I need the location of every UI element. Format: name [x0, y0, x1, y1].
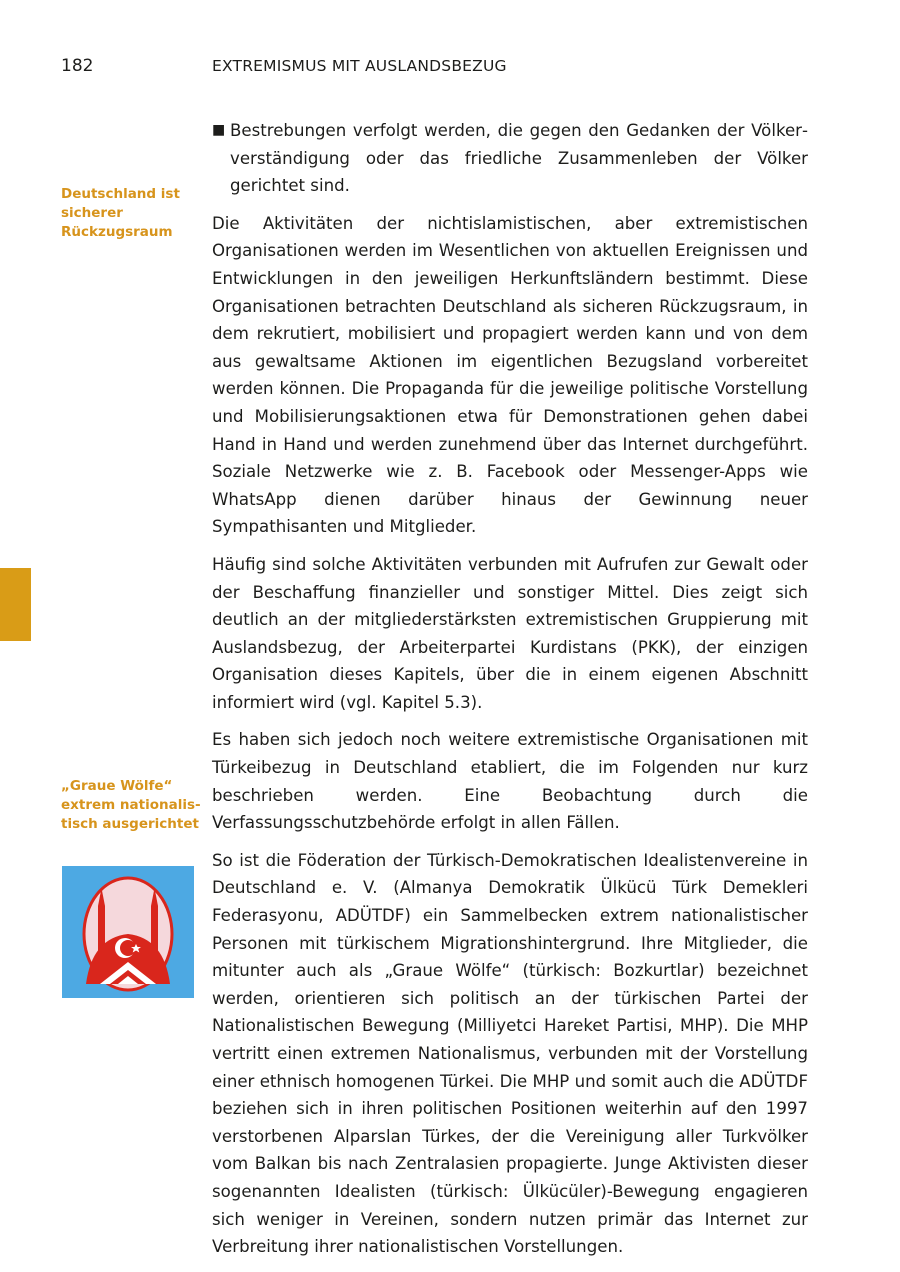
adutdf-emblem-icon [62, 866, 194, 998]
paragraph-rueckzugsraum: Die Aktivitäten der nichtislamistischen, aber extremistischen Organisationen werden im Wesentlichen von aktuellen Ereignissen und Entwicklungen in den jeweiligen Herkunftsländern bestimmt. Diese Organisationen betrachten Deutschland als sicheren Rückzugsraum, in dem rekrutiert, mobilisiert und propagiert werden kann und von dem aus gewaltsame Aktionen im eigentlichen Bezugsland vorbereitet werden können. Die Propaganda für die jeweilige politische Vorstellung und Mobilisierungsaktionen etwa für Demonstrationen gehen dabei Hand in Hand und werden zunehmend über das Internet durchgeführt. Soziale Netzwerke wie z. B. Facebook oder Messenger-Apps wie WhatsApp dienen darüber hinaus der Gewinnung neuer Sympathisanten und Mitglieder. [212, 213, 808, 537]
bullet-text: Bestrebungen verfolgt werden, die gegen den Gedanken der Völkerverständigung oder das friedliche Zusammenleben der Völker gerichtet sind. [230, 121, 808, 196]
paragraph-adutdf: So ist die Föderation der Türkisch-Demokratischen Idealistenvereine in Deutschland e. V. (Almanya Demokratik Ülkücü Türk Demekleri Federasyonu, ADÜTDF) ein Sammelbecken extrem nationalistischer Personen mit türkischem Migrationshintergrund. Ihre Mitglieder, die mitunter auch als „Graue Wölfe“ (türkisch: Bozkurtlar) bezeichnet werden, orientieren sich politisch an der türkischen Partei der Nationalistischen Bewegung (Milliyetci Hareket Partisi, MHP). Die MHP vertritt einen extremen Nationalismus, verbunden mit der Vorstellung einer ethnisch homogenen Türkei. Die MHP und somit auch die ADÜTDF beziehen sich in ihren politischen Positionen weiterhin auf den 1997 verstorbenen Alparslan Türkes, der die Vereinigung aller Turkvölker vom Balkan bis nach Zentralasien propagierte. Junge Aktivisten dieser sogenannten Idealisten (türkisch: Ülkücüler)-Bewegung engagieren sich weniger in Vereinen, sondern nutzen primär das Internet zur Verbreitung ihrer nationalistischen Vorstellungen. [212, 850, 808, 1257]
bullet-marker: ■ [212, 122, 226, 138]
list-item [212, 117, 808, 200]
marginal-note-graue-woelfe: „Graue Wölfe“ extrem nationalistisch ausgerichtet [61, 778, 201, 832]
main-text-column [212, 117, 808, 1271]
paragraph-gewalt-pkk: Häufig sind solche Aktivitäten verbunden mit Aufrufen zur Gewalt oder der Beschaffung finanzieller und sonstiger Mittel. Dies zeigt sich deutlich an der mitgliederstärksten extremistischen Gruppierung mit Auslandsbezug, der Arbeiterpartei Kurdistans (PKK), der einzigen Organisation dieses Kapitels, über die in einem eigenen Abschnitt informiert wird (vgl. Kapitel 5.3). [212, 554, 808, 712]
paragraph-tuerkeibezug: Es haben sich jedoch noch weitere extremistische Organisationen mit Türkeibezug in Deutschland etabliert, die im Folgenden nur kurz beschrieben werden. Eine Beobachtung durch die Verfassungsschutzbehörde erfolgt in allen Fällen. [212, 730, 808, 833]
marginal-note-rueckzugsraum: Deutschland ist sicherer Rückzugsraum [61, 186, 180, 240]
page-number: 182 [61, 56, 94, 76]
running-head: EXTREMISMUS MIT AUSLANDSBEZUG [212, 57, 507, 75]
chapter-tab-marker [0, 568, 31, 641]
